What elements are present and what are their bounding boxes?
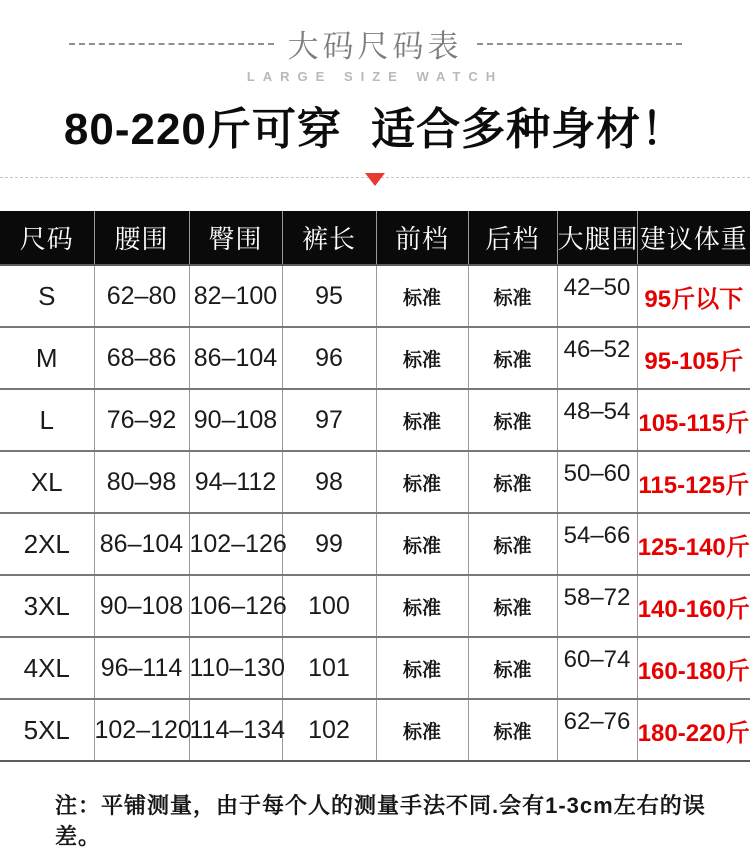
table-cell: 101 <box>282 637 376 699</box>
table-cell: 62–76 <box>557 699 637 761</box>
table-cell: 140-160斤 <box>637 575 750 637</box>
table-cell: 标准 <box>468 327 557 389</box>
column-header-2: 臀围 <box>189 211 282 265</box>
table-cell: 4XL <box>0 637 94 699</box>
main-title: 80-220斤可穿 适合多种身材！ <box>63 105 687 154</box>
table-cell: 标准 <box>468 389 557 451</box>
table-cell: 106–126 <box>189 575 282 637</box>
table-cell: 160-180斤 <box>637 637 750 699</box>
table-cell: 80–98 <box>94 451 189 513</box>
table-cell: 86–104 <box>189 327 282 389</box>
measurement-note: 注：平铺测量，由于每个人的测量手法不同.会有1-3cm左右的误差。 <box>55 793 706 850</box>
table-cell: 标准 <box>376 389 468 451</box>
brand-subtitle: LARGE SIZE WATCH <box>246 69 504 84</box>
table-cell: 110–130 <box>189 637 282 699</box>
table-cell: 50–60 <box>557 451 637 513</box>
size-table <box>0 211 750 762</box>
table-cell: 97 <box>282 389 376 451</box>
table-cell: S <box>0 265 94 327</box>
table-cell: 54–66 <box>557 513 637 575</box>
table-cell: 82–100 <box>189 265 282 327</box>
down-triangle-icon <box>365 173 385 186</box>
table-cell: 102–126 <box>189 513 282 575</box>
table-row <box>0 637 750 699</box>
table-cell: 68–86 <box>94 327 189 389</box>
table-cell: 标准 <box>376 513 468 575</box>
table-cell: 标准 <box>376 327 468 389</box>
table-cell: 标准 <box>376 637 468 699</box>
table-cell: 96 <box>282 327 376 389</box>
table-cell: 标准 <box>468 451 557 513</box>
table-cell: 96–114 <box>94 637 189 699</box>
column-header-4: 前档 <box>376 211 468 265</box>
table-cell: 95-105斤 <box>637 327 750 389</box>
table-cell: 标准 <box>376 451 468 513</box>
table-cell: 2XL <box>0 513 94 575</box>
table-cell: 180-220斤 <box>637 699 750 761</box>
table-cell: 标准 <box>468 513 557 575</box>
dotted-divider <box>0 177 750 178</box>
column-header-3: 裤长 <box>282 211 376 265</box>
table-cell: 标准 <box>468 637 557 699</box>
table-cell: 60–74 <box>557 637 637 699</box>
table-cell: 90–108 <box>94 575 189 637</box>
table-header-row <box>0 211 750 265</box>
table-cell: 105-115斤 <box>637 389 750 451</box>
table-cell: 58–72 <box>557 575 637 637</box>
table-row <box>0 699 750 761</box>
table-cell: 115-125斤 <box>637 451 750 513</box>
table-row <box>0 575 750 637</box>
table-cell: 5XL <box>23 714 70 745</box>
table-cell: 95 <box>282 265 376 327</box>
table-cell: 标准 <box>376 265 468 327</box>
table-cell: 98 <box>282 451 376 513</box>
table-cell: 46–52 <box>557 327 637 389</box>
table-cell: XL <box>0 451 94 513</box>
table-cell: 90–108 <box>189 389 282 451</box>
table-cell: 94–112 <box>189 451 282 513</box>
table-cell: 标准 <box>468 699 557 761</box>
column-header-1: 腰围 <box>94 211 189 265</box>
size-table-body <box>0 265 750 761</box>
table-cell: 标准 <box>376 575 468 637</box>
column-header-6: 大腿围 <box>557 211 637 265</box>
brand-header <box>0 0 750 66</box>
dash-line-right <box>477 43 682 45</box>
table-cell: 42–50 <box>557 265 637 327</box>
table-row <box>0 265 750 327</box>
table-cell: 76–92 <box>94 389 189 451</box>
dash-line-left <box>69 43 274 45</box>
table-cell: M <box>0 327 94 389</box>
table-row <box>0 389 750 451</box>
table-cell: 114–134 <box>189 699 282 761</box>
table-cell: 125-140斤 <box>637 513 750 575</box>
table-cell: 标准 <box>376 699 468 761</box>
table-cell: 99 <box>282 513 376 575</box>
table-row <box>0 327 750 389</box>
column-header-0: 尺码 <box>0 211 94 265</box>
table-cell: 100 <box>282 575 376 637</box>
column-header-7: 建议体重 <box>637 211 750 265</box>
table-cell: 102 <box>282 699 376 761</box>
column-header-5: 后档 <box>468 211 557 265</box>
table-row <box>0 451 750 513</box>
table-cell: L <box>0 389 94 451</box>
brand-title: 大码尺码表 <box>287 29 463 64</box>
table-cell: 102–120 <box>94 699 189 761</box>
table-cell: 标准 <box>468 575 557 637</box>
table-cell: 86–104 <box>94 513 189 575</box>
table-cell: 3XL <box>0 575 94 637</box>
table-cell: 标准 <box>468 265 557 327</box>
table-cell: 95斤以下 <box>637 265 750 327</box>
table-cell: 62–80 <box>94 265 189 327</box>
table-cell: 48–54 <box>557 389 637 451</box>
table-row <box>0 513 750 575</box>
